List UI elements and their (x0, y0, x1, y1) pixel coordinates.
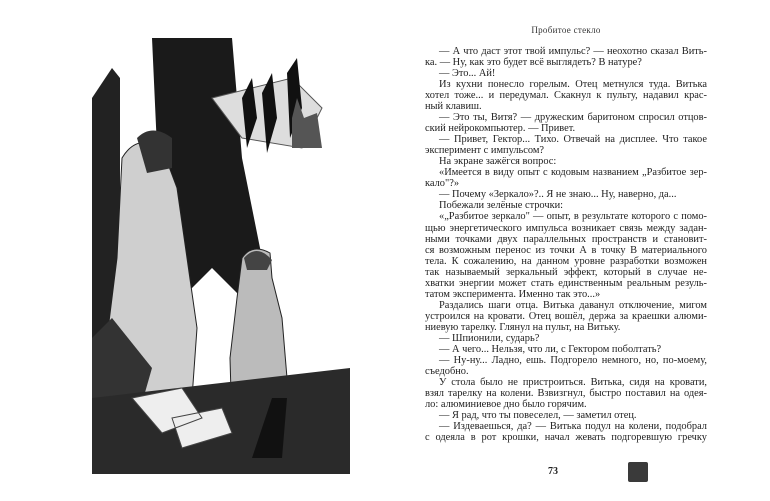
text-line: ный клавиш. (425, 101, 482, 113)
paragraph (425, 300, 707, 333)
text-line: с одеяла в рот крошки, начал жевать подгоревшую гречку (425, 432, 707, 444)
text-line: — Почему «Зеркало»?.. Я не знаю... Ну, наверно, да... (439, 189, 677, 201)
paragraph (425, 200, 707, 211)
paragraph (425, 344, 707, 355)
text-line: хватки энергии может стать единственным реальным резуль- (425, 277, 707, 289)
body-text (425, 46, 707, 443)
text-line: тела. К сожалению, на данном уровне разработки возможен (425, 255, 707, 267)
paragraph (425, 79, 707, 112)
text-line: — Ну-ну... Ладно, ешь. Подгорело немного, но, по-моему, (439, 354, 707, 366)
paragraph (425, 355, 707, 377)
paragraph (425, 333, 707, 344)
paragraph (425, 112, 707, 134)
paragraph (425, 134, 707, 156)
text-line: «„Разбитое зеркало" — опыт, в результате которого с помо- (439, 211, 707, 223)
text-line: — Шпионили, сударь? (439, 332, 540, 344)
paragraph (425, 189, 707, 200)
text-line: — Это... Ай! (439, 68, 496, 80)
text-line: хотел тоже... и передумал. Скакнул к пульту, надавил крас- (425, 90, 707, 102)
text-line: — А что даст этот твой импульс? — неохотно сказал Вить- (439, 46, 707, 57)
text-line: — Привет, Гектор... Тихо. Отвечай на дисплее. Что такое (439, 134, 707, 146)
illustration-drawing (92, 38, 350, 474)
paragraph (425, 46, 707, 68)
text-line: ский нейрокомпьютер. — Привет. (425, 123, 576, 135)
paragraph (425, 377, 707, 410)
text-line: На экране зажёгся вопрос: (439, 156, 557, 168)
text-line: — Издеваешься, да? — Витька подул на колени, подобрал (439, 421, 707, 433)
text-line: кало"?» (425, 178, 460, 190)
text-line: — А чего... Нельзя, что ли, с Гектором поболтать? (439, 343, 662, 355)
paragraph (425, 421, 707, 443)
text-line: Побежали зелёные строчки: (439, 200, 564, 212)
text-line: ло: алюминиевое дно было горячим. (425, 399, 587, 410)
text-line: ниевую тарелку. Глянул на пульт, на Витьку. (425, 321, 621, 333)
paragraph (425, 211, 707, 299)
text-line: взял тарелку на колени. Взвизгнул, быстро поставил на одея- (425, 387, 707, 399)
text-line: Раздались шаги отца. Витька даванул отключение, мигом (439, 299, 707, 311)
text-line: ными точками двух параллельных пространств и становит- (425, 233, 707, 245)
text-line: устроился на кровати. Отец вошёл, держа за краешки алюми- (425, 310, 707, 322)
text-line: Из кухни понесло горелым. Отец метнулся туда. Витька (439, 79, 707, 91)
text-line: татом эксперимента. Именно так это...» (425, 288, 601, 300)
text-line: У стола было не пристроиться. Витька, сидя на кровати, (439, 376, 707, 388)
paragraph (425, 167, 707, 189)
text-line: щью энергетического импульса возникает связь между задан- (425, 222, 707, 234)
text-line: ка. — Ну, как это будет всё выглядеть? В натуре? (425, 57, 642, 69)
paragraph (425, 68, 707, 79)
publisher-logo (628, 462, 648, 482)
text-line: так называемый зеркальный эффект, который в случае не- (425, 266, 707, 278)
running-head: Пробитое стекло (531, 25, 601, 35)
book-illustration (92, 38, 350, 474)
text-line: «Имеется в виду опыт с кодовым названием „Разбитое зер- (439, 167, 707, 179)
text-line: эксперимент с импульсом? (425, 145, 545, 157)
paragraph (425, 156, 707, 167)
paragraph (425, 410, 707, 421)
text-line: — Это ты, Витя? — дружеским баритоном спросил отцов- (439, 112, 707, 124)
text-line: съедобно. (425, 365, 469, 377)
page-number: 73 (548, 466, 558, 477)
text-line: ся возможным перенос из точки А в точку В материального (425, 244, 707, 256)
text-line: — Я рад, что ты повеселел, — заметил отец. (439, 410, 637, 422)
